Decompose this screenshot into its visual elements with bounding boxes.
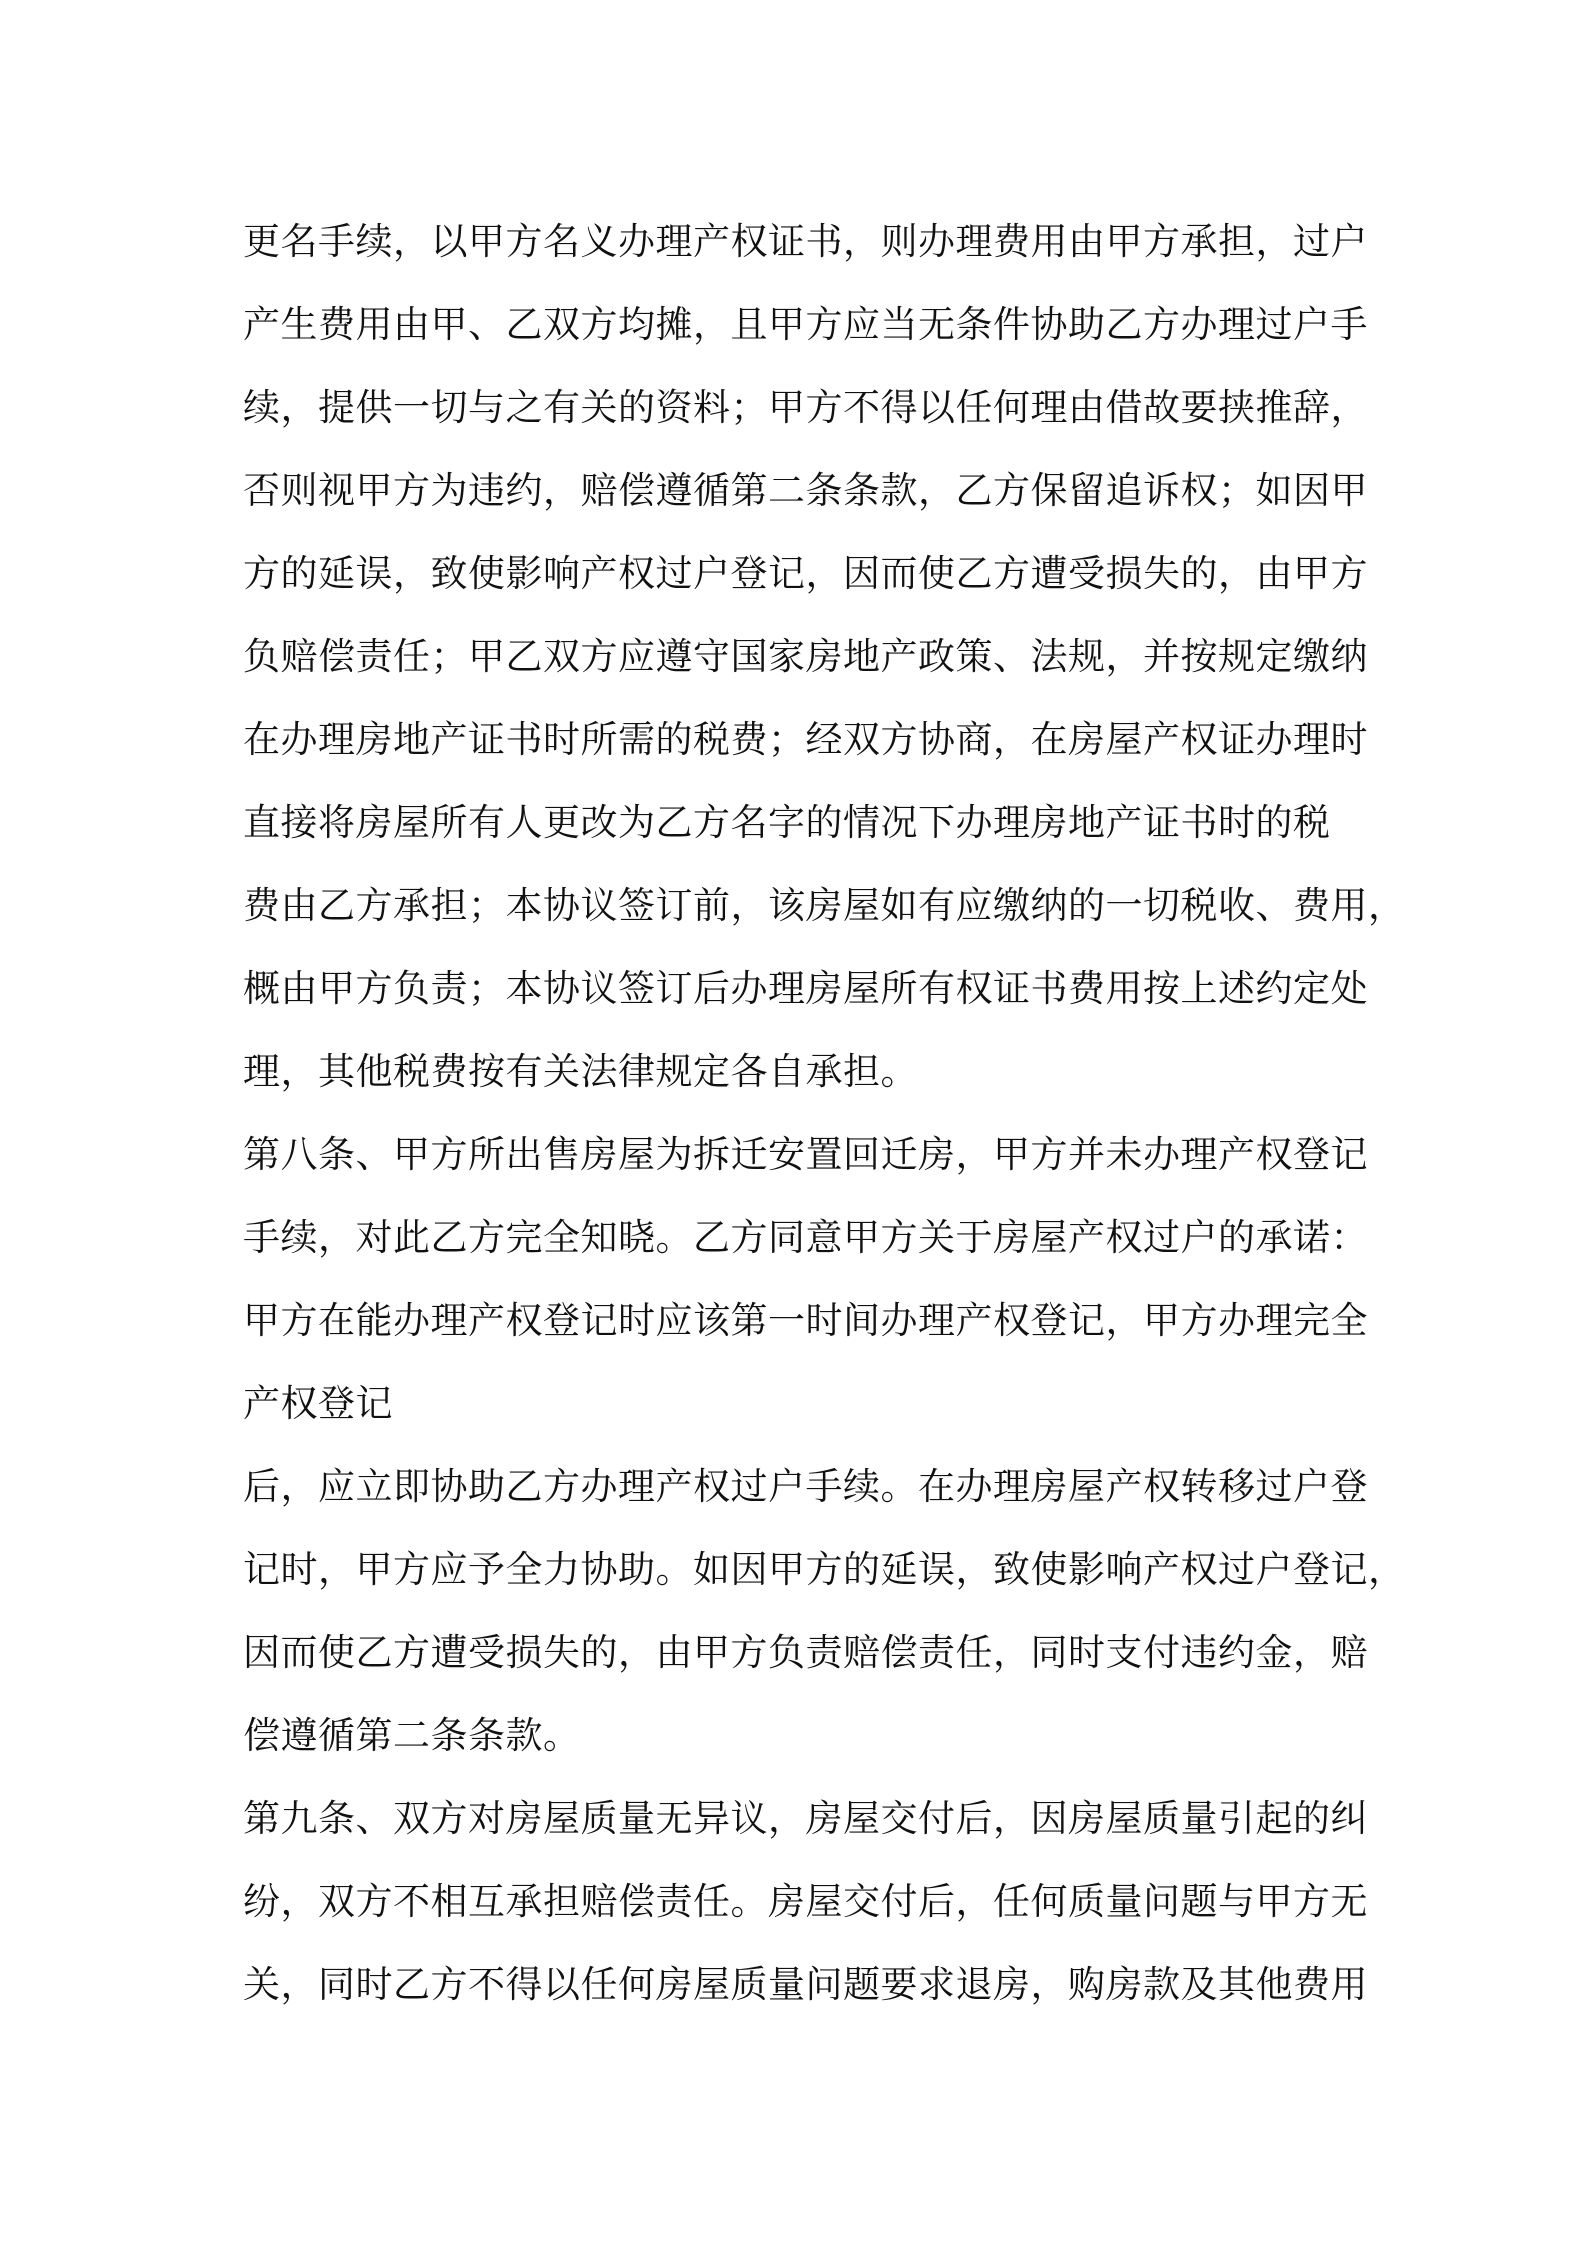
text-line: 否则视甲方为违约，赔偿遵循第二条条款，乙方保留追诉权；如因甲 — [243, 469, 1368, 512]
text-line: 手续，对此乙方完全知晓。乙方同意甲方关于房屋产权过户的承诺： — [243, 1216, 1368, 1259]
text-line: 更名手续，以甲方名义办理产权证书，则办理费用由甲方承担，过户 — [243, 220, 1368, 263]
text-line: 费由乙方承担；本协议签订前，该房屋如有应缴纳的一切税收、费用， — [243, 884, 1406, 927]
text-line: 理，其他税费按有关法律规定各自承担。 — [243, 1050, 918, 1093]
text-line: 关，同时乙方不得以任何房屋质量问题要求退房，购房款及其他费用 — [243, 1963, 1368, 2006]
text-line: 概由甲方负责；本协议签订后办理房屋所有权证书费用按上述约定处 — [243, 967, 1368, 1010]
text-line: 产生费用由甲、乙双方均摊，且甲方应当无条件协助乙方办理过户手 — [243, 303, 1368, 346]
text-line: 方的延误，致使影响产权过户登记，因而使乙方遭受损失的，由甲方 — [243, 552, 1368, 595]
article-9-heading-line: 第九条、双方对房屋质量无异议，房屋交付后，因房屋质量引起的纠 — [243, 1797, 1368, 1840]
text-line: 续，提供一切与之有关的资料；甲方不得以任何理由借故要挟推辞， — [243, 386, 1368, 429]
article-8-heading-line: 第八条、甲方所出售房屋为拆迁安置回迁房，甲方并未办理产权登记 — [243, 1133, 1368, 1176]
text-line: 直接将房屋所有人更改为乙方名字的情况下办理房地产证书时的税 — [243, 801, 1331, 844]
text-line: 在办理房地产证书时所需的税费；经双方协商，在房屋产权证办理时 — [243, 718, 1368, 761]
text-line: 因而使乙方遭受损失的，由甲方负责赔偿责任，同时支付违约金，赔 — [243, 1631, 1368, 1674]
text-line: 甲方在能办理产权登记时应该第一时间办理产权登记，甲方办理完全 — [243, 1299, 1368, 1342]
text-line: 记时，甲方应予全力协助。如因甲方的延误，致使影响产权过户登记， — [243, 1548, 1406, 1591]
text-line: 纷，双方不相互承担赔偿责任。房屋交付后，任何质量问题与甲方无 — [243, 1880, 1368, 1923]
text-line: 后，应立即协助乙方办理产权过户手续。在办理房屋产权转移过户登 — [243, 1465, 1368, 1508]
text-line: 负赔偿责任；甲乙双方应遵守国家房地产政策、法规，并按规定缴纳 — [243, 635, 1368, 678]
document-body — [243, 200, 1406, 2026]
text-line: 偿遵循第二条条款。 — [243, 1714, 581, 1757]
text-line: 产权登记 — [243, 1382, 393, 1425]
